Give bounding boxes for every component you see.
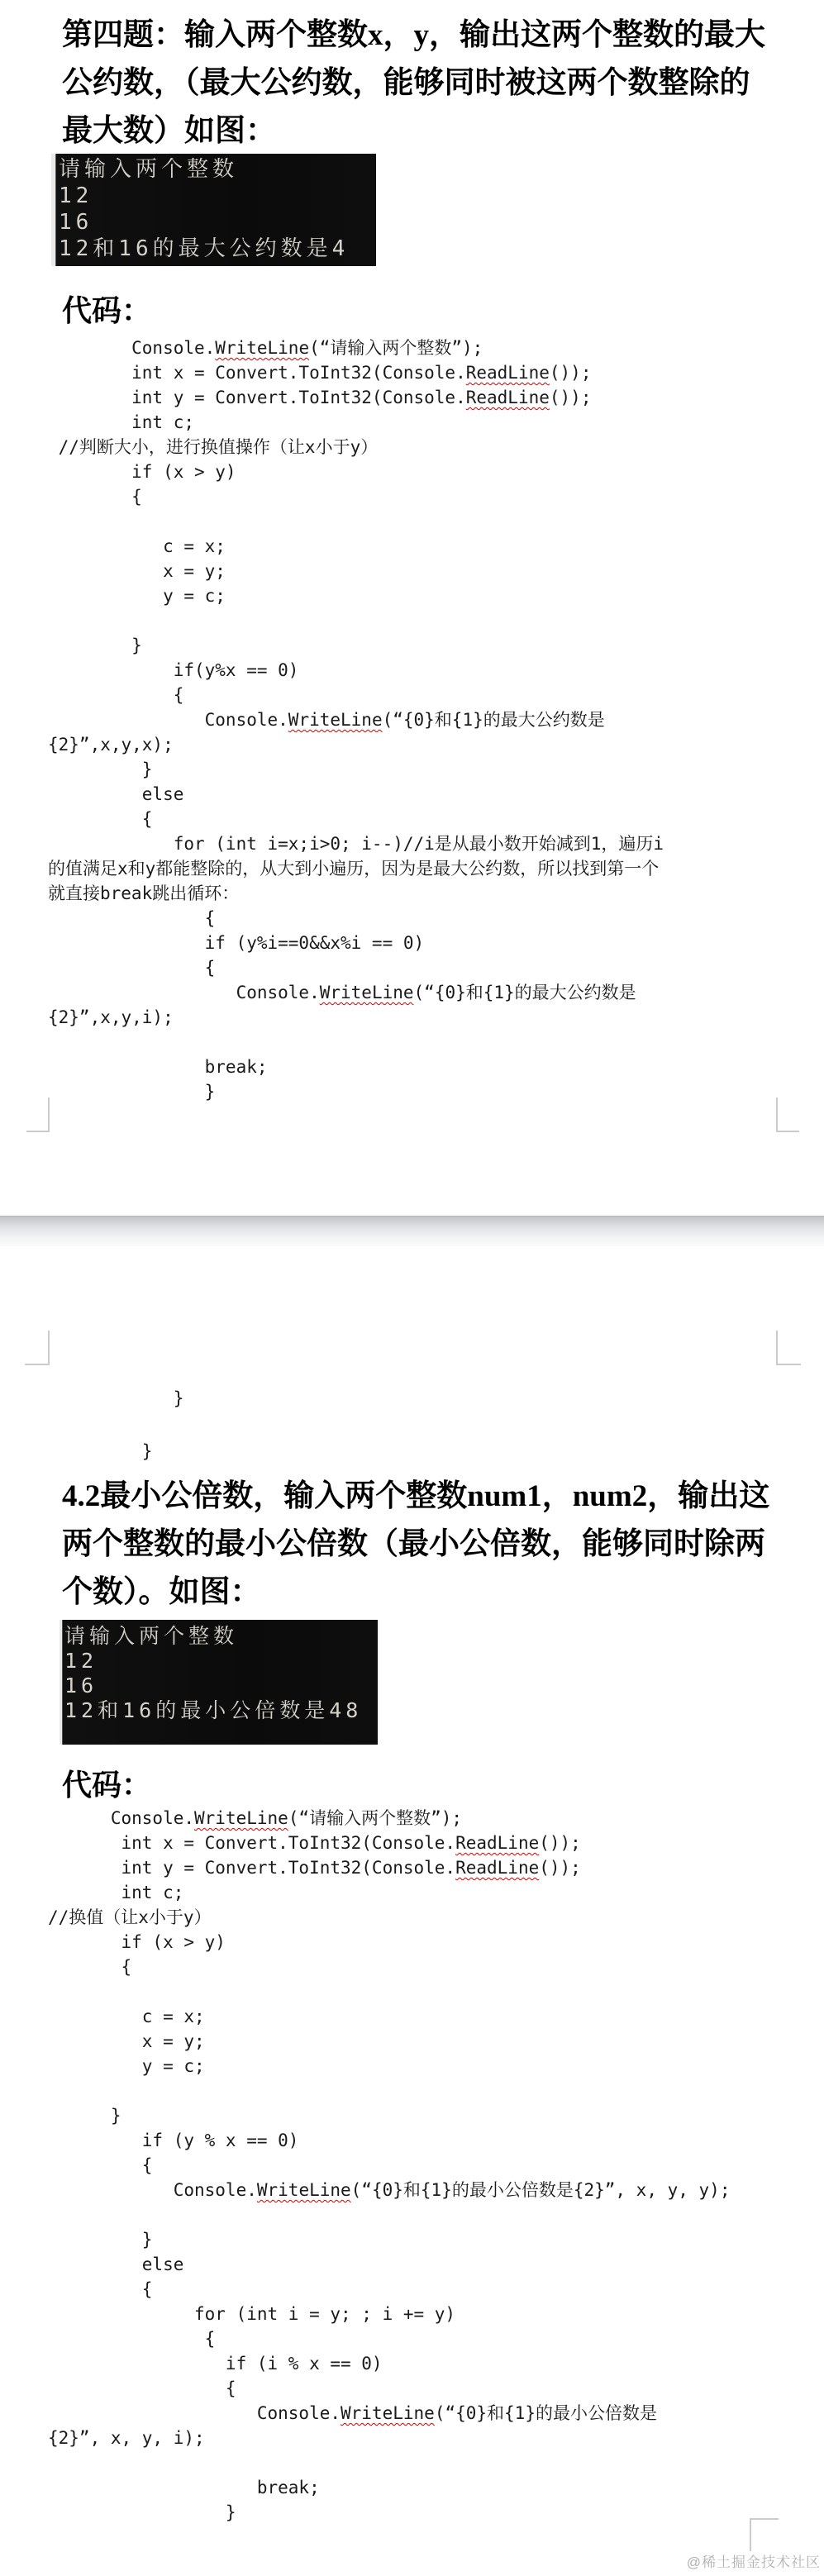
text-line: int x = Convert.ToInt32(Console.ReadLine());	[48, 363, 592, 383]
text-line: y = c;	[48, 586, 226, 606]
text-line: {	[48, 958, 216, 978]
title-line: 个数）。如图：	[62, 1575, 261, 1609]
text-line	[48, 1979, 730, 2004]
text-line: 请输入两个整数	[59, 157, 239, 182]
text-line: if (x > y)	[48, 1932, 226, 1952]
console-screenshot-lcm	[60, 1620, 378, 1745]
text-line: Console.WriteLine(“{0}和{1}的最小公倍数是	[48, 2403, 657, 2423]
title-line: 两个整数的最小公倍数（最小公倍数，能够同时除两	[62, 1527, 765, 1561]
text-line: Console.WriteLine(“请输入两个整数”);	[48, 1808, 463, 1828]
text-line: {	[48, 809, 153, 829]
spellcheck-squiggle: WriteLine	[341, 2403, 435, 2423]
text-line: //换值（让x小于y）	[48, 1907, 212, 1927]
text-line: }	[48, 2106, 121, 2126]
text-line	[48, 509, 664, 534]
text-line: }	[48, 2502, 236, 2522]
text-line: Console.WriteLine(“{0}和{1}的最大公约数是	[48, 710, 605, 730]
code-block-lcm	[48, 1806, 730, 2525]
title-line: 4.2最小公倍数，输入两个整数num1，num2，输出这	[62, 1479, 770, 1513]
text-line: {2}”,x,y,x);	[48, 735, 174, 755]
text-line	[48, 1412, 183, 1438]
problem-4-title	[62, 12, 765, 155]
text-line: int y = Convert.ToInt32(Console.ReadLine());	[48, 388, 592, 407]
text-line: if(y%x == 0)	[48, 660, 299, 680]
text-line: for (int i=x;i>0; i--)//i是从最小数开始减到1，遍历i	[48, 834, 664, 854]
text-line: Console.WriteLine(“{0}和{1}的最小公倍数是{2}”, x, y, y);	[48, 2180, 731, 2200]
text-line: 就直接break跳出循环：	[48, 883, 240, 903]
spellcheck-squiggle: ReadLine	[465, 363, 550, 383]
text-line	[48, 2450, 730, 2475]
text-line	[48, 608, 664, 633]
text-line: if (y%i==0&&x%i == 0)	[48, 933, 425, 953]
text-line: int y = Convert.ToInt32(Console.ReadLine());	[48, 1858, 581, 1878]
title-line: 公约数，（最大公约数，能够同时被这两个数整除的	[62, 66, 750, 100]
text-line: {	[48, 908, 216, 928]
text-line: 12	[64, 1649, 98, 1673]
spellcheck-squiggle: WriteLine	[256, 2180, 351, 2200]
text-line: //判断大小，进行换值操作（让x小于y）	[48, 437, 379, 457]
text-line: 16	[59, 210, 93, 235]
spellcheck-squiggle: WriteLine	[194, 1808, 288, 1828]
text-line: {2}”,x,y,i);	[48, 1007, 174, 1027]
text-line: {	[48, 685, 184, 705]
text-line: int x = Convert.ToInt32(Console.ReadLine());	[48, 1833, 581, 1853]
text-line	[48, 2078, 730, 2103]
text-line: {	[48, 2378, 236, 2398]
text-line: int c;	[48, 1883, 184, 1902]
spellcheck-squiggle: WriteLine	[319, 983, 414, 1002]
text-line: 12和16的最小公倍数是48	[64, 1698, 363, 1722]
text-line: x = y;	[48, 2031, 205, 2051]
page2-top-right-corner-mark	[776, 1331, 801, 1365]
page2-top-left-corner-mark	[25, 1331, 50, 1365]
text-line: Console.WriteLine(“{0}和{1}的最大公约数是	[48, 983, 636, 1002]
text-line: if (i % x == 0)	[48, 2354, 383, 2374]
text-line: 请输入两个整数	[64, 1624, 239, 1648]
text-line: }	[48, 636, 142, 655]
page2-bottom-right-corner-mark	[750, 2518, 779, 2551]
spellcheck-squiggle: ReadLine	[455, 1858, 540, 1878]
text-line: }	[48, 759, 153, 779]
text-line: else	[48, 2255, 184, 2274]
console-output	[51, 154, 376, 262]
text-line: {2}”, x, y, i);	[48, 2428, 205, 2448]
text-line: }	[48, 2230, 153, 2250]
spellcheck-squiggle: ReadLine	[455, 1833, 540, 1853]
text-line: c = x;	[48, 2007, 205, 2026]
title-line: 第四题：输入两个整数x，y，输出这两个整数的最大	[62, 18, 765, 52]
spellcheck-squiggle: ReadLine	[465, 388, 550, 407]
console-left-edge	[60, 1620, 63, 1745]
text-line: }	[48, 1441, 153, 1461]
spellcheck-squiggle: WriteLine	[288, 710, 383, 730]
text-line: {	[48, 2155, 153, 2175]
text-line: 的值满足x和y都能整除的，从大到小遍历，因为是最大公约数，所以找到第一个	[48, 859, 660, 879]
problem-4-2-title	[62, 1473, 769, 1617]
text-line: 16	[64, 1674, 98, 1697]
text-line: for (int i = y; ; i += y)	[48, 2304, 456, 2324]
text-line: 12	[59, 183, 93, 208]
page-separator	[0, 1216, 824, 1246]
text-line: c = x;	[48, 536, 226, 556]
text-line: x = y;	[48, 561, 226, 581]
page1-bottom-left-corner-mark	[26, 1098, 50, 1132]
text-line: {	[48, 487, 142, 507]
text-line: else	[48, 784, 184, 804]
text-line: break;	[48, 1057, 268, 1077]
text-line: {	[48, 2279, 153, 2299]
code-heading-2: 代码：	[62, 1769, 152, 1802]
spellcheck-squiggle: WriteLine	[215, 338, 310, 358]
code-block-gcd-continued	[48, 1385, 183, 1464]
text-line: Console.WriteLine(“请输入两个整数”);	[48, 338, 483, 358]
console-screenshot-gcd	[51, 154, 376, 266]
code-block-gcd	[48, 336, 664, 1104]
console-output	[60, 1620, 378, 1723]
console-left-edge	[51, 154, 56, 266]
watermark: @稀土掘金技术社区	[686, 2555, 821, 2570]
text-line: break;	[48, 2478, 320, 2497]
title-line: 最大数）如图：	[62, 114, 276, 148]
text-line: y = c;	[48, 2056, 205, 2076]
text-line	[48, 1030, 664, 1055]
text-line: if (y % x == 0)	[48, 2131, 299, 2150]
text-line	[48, 2202, 730, 2227]
code-heading-1: 代码：	[62, 294, 152, 327]
text-line: int c;	[48, 412, 195, 432]
text-line: {	[48, 2329, 216, 2349]
text-line: 12和16的最大公约数是4	[59, 236, 350, 261]
text-line: {	[48, 1957, 132, 1977]
text-line: if (x > y)	[48, 462, 236, 482]
text-line: }	[48, 1388, 184, 1408]
page1-bottom-right-corner-mark	[776, 1098, 799, 1132]
text-line: }	[48, 1082, 216, 1102]
